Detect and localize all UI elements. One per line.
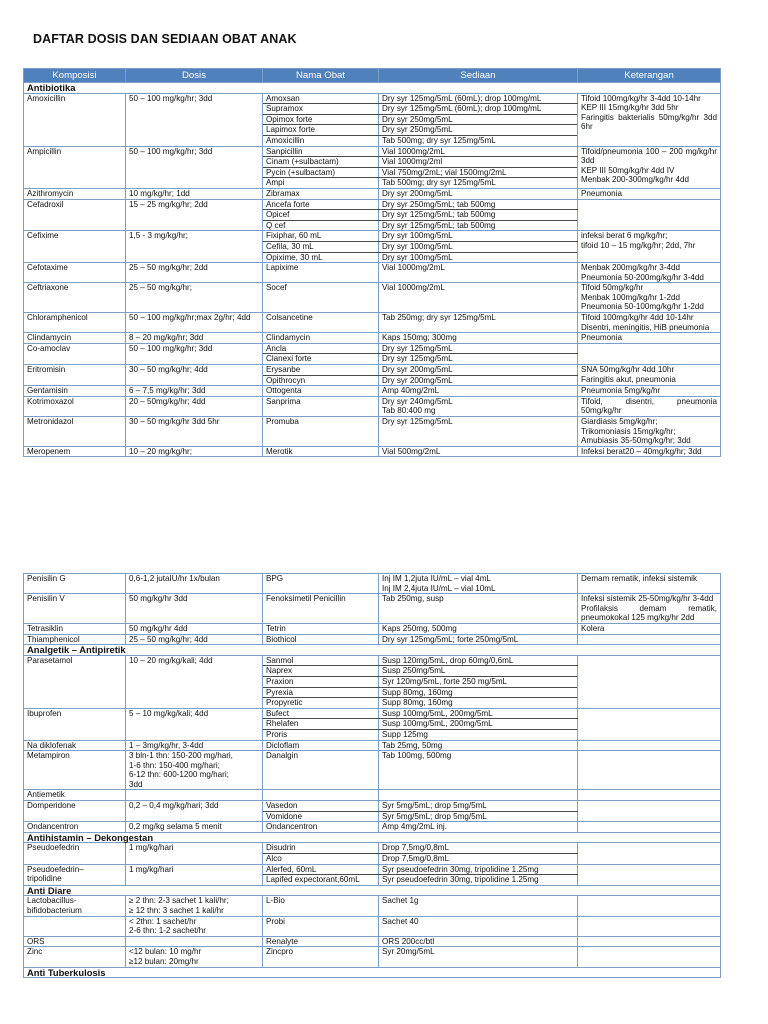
sediaan-cell: Dry syr 250mg/5mL <box>379 125 578 136</box>
sediaan-cell: Vial 1000mg/2mL <box>379 283 578 313</box>
sediaan-cell: Dry syr 100mg/5mL <box>379 231 578 242</box>
dosis-cell: 15 – 25 mg/kg/hr; 2dd <box>126 199 263 231</box>
sediaan-cell: Dry syr 125mg/5mL; tab 500mg <box>379 210 578 221</box>
keterangan-cell <box>578 896 721 916</box>
sediaan-cell: Supp 125mg <box>379 729 578 740</box>
nama-obat-cell: Bufect <box>263 708 379 719</box>
dosis-cell: 1,5 - 3 mg/kg/hr; <box>126 231 263 263</box>
sediaan-cell: Vial 750mg/2mL; vial 1500mg/2mL <box>379 167 578 178</box>
sediaan-cell: Dry syr 100mg/5mL <box>379 241 578 252</box>
table-row <box>24 822 721 833</box>
table-header-row <box>24 69 721 83</box>
nama-obat-cell: Pycin (+sulbactam) <box>263 167 379 178</box>
keterangan-cell <box>578 843 721 864</box>
table-row <box>24 199 721 210</box>
nama-obat-cell: Dicloflam <box>263 740 379 751</box>
sediaan-cell: Tab 500mg; dry syr 125mg/5mL <box>379 135 578 146</box>
dosis-cell: 1 – 3mg/kg/hr, 3-4dd <box>126 740 263 751</box>
komposisi-cell: Meropenem <box>24 446 126 457</box>
sediaan-cell: Syr pseudoefedrin 30mg, tripolidine 1.25mg <box>379 864 578 875</box>
dosis-cell <box>126 790 263 801</box>
section-row <box>24 885 721 896</box>
keterangan-cell: Tifoid 50mg/kg/hr Menbak 100mg/kg/hr 1-2dd Pneumonia 50-100mg/kg/hr 1-2dd <box>578 283 721 313</box>
komposisi-cell: Pseudoefedrin <box>24 843 126 864</box>
nama-obat-cell: Zibramax <box>263 188 379 199</box>
dosis-cell: 50 – 100 mg/kg/hr; 3dd <box>126 146 263 188</box>
komposisi-cell: Ampicillin <box>24 146 126 188</box>
sediaan-cell: Dry syr 125mg/5mL; tab 500mg <box>379 220 578 231</box>
dosis-cell: 25 – 50 mg/kg/hr; <box>126 283 263 313</box>
komposisi-cell: Cefixime <box>24 231 126 263</box>
komposisi-cell: Parasetamol <box>24 655 126 708</box>
sediaan-cell: Syr 120mg/5mL, forte 250 mg/5mL <box>379 676 578 687</box>
nama-obat-cell: Amoxsan <box>263 93 379 104</box>
sediaan-cell: Dry syr 125mg/5mL <box>379 417 578 447</box>
keterangan-cell <box>578 936 721 947</box>
table-row <box>24 365 721 376</box>
table-row <box>24 283 721 313</box>
dosis-cell: 1 mg/kg/hari <box>126 843 263 864</box>
dosis-cell: 0,2 mg/kg selama 5 menit <box>126 822 263 833</box>
keterangan-cell: Menbak 200mg/kg/hr 3-4dd Pneumonia 50-200mg/kg/hr 3-4dd <box>578 263 721 283</box>
table-row <box>24 623 721 634</box>
komposisi-cell: Cefotaxime <box>24 263 126 283</box>
dosis-cell: 50 – 100 mg/kg/hr;max 2g/hr; 4dd <box>126 313 263 333</box>
dosis-cell: < 2thn: 1 sachet/hr 2-6 thn: 1-2 sachet/hr <box>126 916 263 936</box>
sediaan-cell: Sachet 40 <box>379 916 578 936</box>
keterangan-cell: Demam rematik, infeksi sistemik <box>578 574 721 594</box>
dosis-cell: 8 – 20 mg/kg/hr; 3dd <box>126 333 263 344</box>
dosis-cell: ≥ 2 thn: 2-3 sachet 1 kali/hr; ≥ 12 thn: 3 sachet 1 kali/hr <box>126 896 263 916</box>
nama-obat-cell: Opimox forte <box>263 114 379 125</box>
nama-obat-cell: Vasedon <box>263 801 379 812</box>
komposisi-cell: Amoxicillin <box>24 93 126 146</box>
keterangan-cell <box>578 864 721 885</box>
keterangan-cell <box>578 916 721 936</box>
komposisi-cell: Ondancentron <box>24 822 126 833</box>
header-sediaan: Sediaan <box>379 69 578 83</box>
komposisi-cell: Lactobacillus- bifidobacterium <box>24 896 126 916</box>
sediaan-cell: Syr 5mg/5mL; drop 5mg/5mL <box>379 801 578 812</box>
keterangan-cell: Pneumonia 5mg/kg/hr <box>578 386 721 397</box>
sediaan-cell: Dry syr 125mg/5mL <box>379 354 578 365</box>
sediaan-cell: Dry syr 250mg/5mL <box>379 114 578 125</box>
komposisi-cell: Azithromycin <box>24 188 126 199</box>
sediaan-cell: Susp 100mg/5mL, 200mg/5mL <box>379 708 578 719</box>
sediaan-cell: Dry syr 200mg/5mL <box>379 188 578 199</box>
dosis-cell: 10 mg/kg/hr; 1dd <box>126 188 263 199</box>
komposisi-cell: Tetrasiklin <box>24 623 126 634</box>
komposisi-cell: Thiamphenicol <box>24 634 126 645</box>
table-row <box>24 801 721 812</box>
table-row <box>24 916 721 936</box>
keterangan-cell <box>578 199 721 231</box>
section-row <box>24 967 721 978</box>
keterangan-cell: Pneumonia <box>578 188 721 199</box>
table-row <box>24 417 721 447</box>
keterangan-cell: Tifoid/pneumonia 100 – 200 mg/kg/hr 3dd KEP III 50mg/kg/hr 4dd IV Menbak 200-300mg/kg/hr 4dd <box>578 146 721 188</box>
nama-obat-cell: Alerfed, 60mL <box>263 864 379 875</box>
table-row <box>24 751 721 790</box>
table-row <box>24 947 721 967</box>
nama-obat-cell: Renalyte <box>263 936 379 947</box>
nama-obat-cell: Probi <box>263 916 379 936</box>
section-title: Analgetik – Antipiretik <box>24 645 721 656</box>
nama-obat-cell: Clanexi forte <box>263 354 379 365</box>
nama-obat-cell: Zincpro <box>263 947 379 967</box>
sediaan-cell: Inj IM 1,2juta IU/mL – vial 4mL Inj IM 2,4juta IU/mL – vial 10mL <box>379 574 578 594</box>
sediaan-cell: Tab 500mg; dry syr 125mg/5mL <box>379 178 578 189</box>
table-row <box>24 594 721 624</box>
header-nama-obat: Nama Obat <box>263 69 379 83</box>
keterangan-cell: Giardiasis 5mg/kg/hr; Trikomoniasis 15mg/kg/hr; Amubiasis 35-50mg/kg/hr; 3dd <box>578 417 721 447</box>
sediaan-cell: Supp 80mg, 160mg <box>379 687 578 698</box>
nama-obat-cell: Cinam (+sulbactam) <box>263 157 379 168</box>
nama-obat-cell: Merotik <box>263 446 379 457</box>
sediaan-cell <box>379 790 578 801</box>
nama-obat-cell: Disudrin <box>263 843 379 854</box>
sediaan-cell: Dry syr 125mg/5mL (60mL); drop 100mg/mL <box>379 104 578 115</box>
sediaan-cell: Dry syr 125mg/5mL <box>379 343 578 354</box>
sediaan-cell: Vial 1000mg/2mL <box>379 263 578 283</box>
sediaan-cell: Dry syr 200mg/5mL <box>379 365 578 376</box>
sediaan-cell: ORS 200cc/btl <box>379 936 578 947</box>
komposisi-cell: Eritromisin <box>24 365 126 386</box>
nama-obat-cell: Ondancentron <box>263 822 379 833</box>
keterangan-cell <box>578 801 721 822</box>
sediaan-cell: Supp 80mg, 160mg <box>379 698 578 709</box>
dosis-cell <box>126 936 263 947</box>
header-komposisi: Komposisi <box>24 69 126 83</box>
nama-obat-cell: Rhelafen <box>263 719 379 730</box>
dosis-cell: 10 – 20 mg/kg/kali; 4dd <box>126 655 263 708</box>
nama-obat-cell: Lapixime <box>263 263 379 283</box>
komposisi-cell: Penisilin V <box>24 594 126 624</box>
komposisi-cell: Metampiron <box>24 751 126 790</box>
komposisi-cell: Co-amoclav <box>24 343 126 364</box>
header-keterangan: Keterangan <box>578 69 721 83</box>
table-row <box>24 446 721 457</box>
table-row <box>24 843 721 854</box>
nama-obat-cell: Fixiphar, 60 mL <box>263 231 379 242</box>
sediaan-cell: Tab 250mg, susp <box>379 594 578 624</box>
dosis-cell: 0,2 – 0,4 mg/kg/hari; 3dd <box>126 801 263 822</box>
table-row <box>24 188 721 199</box>
sediaan-cell: Sachet 1g <box>379 896 578 916</box>
section-title: Antihistamin – Dekongestan <box>24 832 721 843</box>
dosage-table-2 <box>23 573 721 978</box>
table-row <box>24 790 721 801</box>
komposisi-cell: Na diklofenak <box>24 740 126 751</box>
dosis-cell: 5 – 10 mg/kg/kali; 4dd <box>126 708 263 740</box>
sediaan-cell: Dry syr 200mg/5mL <box>379 375 578 386</box>
dosis-cell: 50 – 100 mg/kg/hr; 3dd <box>126 343 263 364</box>
nama-obat-cell: Biothicol <box>263 634 379 645</box>
nama-obat-cell: Sanpicillin <box>263 146 379 157</box>
nama-obat-cell: Lapimox forte <box>263 125 379 136</box>
section-title: Anti Diare <box>24 885 721 896</box>
sediaan-cell: Susp 100mg/5mL, 200mg/5mL <box>379 719 578 730</box>
sediaan-cell: Kaps 150mg; 300mg <box>379 333 578 344</box>
nama-obat-cell: Clindamycin <box>263 333 379 344</box>
dosis-cell: 50 – 100 mg/kg/hr; 3dd <box>126 93 263 146</box>
page-title: DAFTAR DOSIS DAN SEDIAAN OBAT ANAK <box>33 32 297 46</box>
nama-obat-cell: Opixime, 30 mL <box>263 252 379 263</box>
section-row <box>24 832 721 843</box>
dosis-cell: 25 – 50 mg/kg/hr; 2dd <box>126 263 263 283</box>
sediaan-cell: Syr 20mg/5mL <box>379 947 578 967</box>
sediaan-cell: Susp 250mg/5mL <box>379 666 578 677</box>
sediaan-cell: Vial 1000mg/2mL <box>379 146 578 157</box>
sediaan-cell: Tab 250mg; dry syr 125mg/5mL <box>379 313 578 333</box>
keterangan-cell: Pneumonia <box>578 333 721 344</box>
section-row <box>24 83 721 94</box>
nama-obat-cell: Colsancetine <box>263 313 379 333</box>
komposisi-cell: Domperidone <box>24 801 126 822</box>
sediaan-cell: Drop 7,5mg/0,8mL <box>379 854 578 865</box>
nama-obat-cell: Proris <box>263 729 379 740</box>
keterangan-cell <box>578 343 721 364</box>
keterangan-cell: Tifoid 100mg/kg/hr 4dd 10-14hr Disentri, meningitis, HiB pneumonia <box>578 313 721 333</box>
dosis-cell: 3 bln-1 thn: 150-200 mg/hari, 1-6 thn: 150-400 mg/hari; 6-12 thn: 600-1200 mg/hari; 3dd <box>126 751 263 790</box>
sediaan-cell: Drop 7,5mg/0,8mL <box>379 843 578 854</box>
table-row <box>24 740 721 751</box>
nama-obat-cell: Naprex <box>263 666 379 677</box>
keterangan-cell <box>578 634 721 645</box>
nama-obat-cell: Amoxicillin <box>263 135 379 146</box>
sediaan-cell: Dry syr 250mg/5mL; tab 500mg <box>379 199 578 210</box>
nama-obat-cell: Alco <box>263 854 379 865</box>
komposisi-cell: Chloramphenicol <box>24 313 126 333</box>
nama-obat-cell: Ancefa forte <box>263 199 379 210</box>
table-row <box>24 343 721 354</box>
table-row <box>24 313 721 333</box>
table-row <box>24 396 721 416</box>
nama-obat-cell: Opicef <box>263 210 379 221</box>
dosis-cell: 1 mg/kg/hari <box>126 864 263 885</box>
komposisi-cell: Ceftriaxone <box>24 283 126 313</box>
keterangan-cell: Infeksi berat20 – 40mg/kg/hr; 3dd <box>578 446 721 457</box>
komposisi-cell: ORS <box>24 936 126 947</box>
table-row <box>24 93 721 104</box>
dosis-cell: 0,6-1,2 jutaIU/hr 1x/bulan <box>126 574 263 594</box>
sediaan-cell: Syr pseudoefedrin 30mg, tripolidine 1.25mg <box>379 875 578 886</box>
komposisi-cell: Clindamycin <box>24 333 126 344</box>
table-row <box>24 574 721 594</box>
sediaan-cell: Amp 40mg/2mL <box>379 386 578 397</box>
table-row <box>24 263 721 283</box>
nama-obat-cell: Ottogenta <box>263 386 379 397</box>
dosis-cell: 25 – 50 mg/kg/hr; 4dd <box>126 634 263 645</box>
sediaan-cell: Kaps 250mg, 500mg <box>379 623 578 634</box>
sediaan-cell: Dry syr 125mg/5mL; forte 250mg/5mL <box>379 634 578 645</box>
sediaan-cell: Amp 4mg/2mL inj. <box>379 822 578 833</box>
section-title: Antibiotika <box>24 83 721 94</box>
section-row <box>24 645 721 656</box>
nama-obat-cell: Cefila, 30 mL <box>263 241 379 252</box>
keterangan-cell: Infeksi sistemik 25-50mg/kg/hr 3-4dd Profilaksis demam rematik, pneumokokal 125 mg/kg/hr 2dd <box>578 594 721 624</box>
table-row <box>24 655 721 666</box>
dosis-cell: 10 – 20 mg/kg/hr; <box>126 446 263 457</box>
nama-obat-cell: Q cef <box>263 220 379 231</box>
sediaan-cell: Dry syr 125mg/5mL (60mL); drop 100mg/mL <box>379 93 578 104</box>
sediaan-cell: Vial 1000mg/2ml <box>379 157 578 168</box>
table-row <box>24 333 721 344</box>
keterangan-cell <box>578 740 721 751</box>
komposisi-cell: Gentamisin <box>24 386 126 397</box>
dosis-cell: 30 – 50 mg/kg/hr; 4dd <box>126 365 263 386</box>
nama-obat-cell: Propyretic <box>263 698 379 709</box>
nama-obat-cell: Supramox <box>263 104 379 115</box>
komposisi-cell: Metronidazol <box>24 417 126 447</box>
table-row <box>24 936 721 947</box>
table-row <box>24 708 721 719</box>
sediaan-cell: Tab 25mg, 50mg <box>379 740 578 751</box>
sediaan-cell: Vial 500mg/2mL <box>379 446 578 457</box>
header-dosis: Dosis <box>126 69 263 83</box>
dosis-cell: 30 – 50 mg/kg/hr 3dd 5hr <box>126 417 263 447</box>
sediaan-cell: Susp 120mg/5mL, drop 60mg/0,6mL <box>379 655 578 666</box>
dosis-cell: 50 mg/kg/hr 4dd <box>126 623 263 634</box>
komposisi-cell: Kotrimoxazol <box>24 396 126 416</box>
komposisi-cell: Penisilin G <box>24 574 126 594</box>
keterangan-cell: infeksi berat 6 mg/kg/hr; tifoid 10 – 15 mg/kg/hr; 2dd, 7hr <box>578 231 721 263</box>
nama-obat-cell: Socef <box>263 283 379 313</box>
nama-obat-cell: Sanmol <box>263 655 379 666</box>
keterangan-cell <box>578 708 721 740</box>
sediaan-cell: Dry syr 100mg/5mL <box>379 252 578 263</box>
komposisi-cell <box>24 916 126 936</box>
dosis-cell: 6 – 7,5 mg/kg/hr; 3dd <box>126 386 263 397</box>
sediaan-cell: Dry syr 240mg/5mL Tab 80:400 mg <box>379 396 578 416</box>
nama-obat-cell: Pyrexia <box>263 687 379 698</box>
table-row <box>24 896 721 916</box>
dosage-table-1 <box>23 68 721 457</box>
table-row <box>24 634 721 645</box>
dosis-cell: 50 mg/kg/hr 3dd <box>126 594 263 624</box>
nama-obat-cell: Fenoksimetil Penicillin <box>263 594 379 624</box>
table-row <box>24 864 721 875</box>
komposisi-cell: Ibuprofen <box>24 708 126 740</box>
keterangan-cell: SNA 50mg/kg/hr 4dd 10hr Faringitis akut, pneumonia <box>578 365 721 386</box>
nama-obat-cell: Praxion <box>263 676 379 687</box>
keterangan-cell: Tifoid 100mg/kg/hr 3-4dd 10-14hr KEP III 15mg/kg/hr 3dd 5hr Faringitis bakterialis 50mg/kg/hr 3dd 6hr <box>578 93 721 146</box>
dosis-cell: <12 bulan: 10 mg/hr ≥12 bulan: 20mg/hr <box>126 947 263 967</box>
dosis-cell: 20 – 50mg/kg/hr; 4dd <box>126 396 263 416</box>
nama-obat-cell <box>263 790 379 801</box>
nama-obat-cell: Erysanbe <box>263 365 379 376</box>
nama-obat-cell: Ampi <box>263 178 379 189</box>
komposisi-cell: Cefadroxil <box>24 199 126 231</box>
keterangan-cell <box>578 947 721 967</box>
keterangan-cell <box>578 790 721 801</box>
nama-obat-cell: Vomidone <box>263 811 379 822</box>
keterangan-cell <box>578 655 721 708</box>
table-row <box>24 386 721 397</box>
nama-obat-cell: Danalgin <box>263 751 379 790</box>
keterangan-cell: Tifoid, disentri, pneumonia 50mg/kg/hr <box>578 396 721 416</box>
keterangan-cell <box>578 751 721 790</box>
keterangan-cell <box>578 822 721 833</box>
sediaan-cell: Tab 100mg, 500mg <box>379 751 578 790</box>
nama-obat-cell: BPG <box>263 574 379 594</box>
nama-obat-cell: Tetrin <box>263 623 379 634</box>
komposisi-cell: Zinc <box>24 947 126 967</box>
komposisi-cell: Pseudoefedrin– tripolidine <box>24 864 126 885</box>
nama-obat-cell: Sanprima <box>263 396 379 416</box>
table-row <box>24 146 721 157</box>
nama-obat-cell: Opithrocyn <box>263 375 379 386</box>
nama-obat-cell: Promuba <box>263 417 379 447</box>
nama-obat-cell: L-Bio <box>263 896 379 916</box>
komposisi-cell: Antiemetik <box>24 790 126 801</box>
section-title: Anti Tuberkulosis <box>24 967 721 978</box>
nama-obat-cell: Ancla <box>263 343 379 354</box>
table-row <box>24 231 721 242</box>
keterangan-cell: Kolera <box>578 623 721 634</box>
nama-obat-cell: Lapifed expectorant,60mL <box>263 875 379 886</box>
sediaan-cell: Syr 5mg/5mL; drop 5mg/5mL <box>379 811 578 822</box>
